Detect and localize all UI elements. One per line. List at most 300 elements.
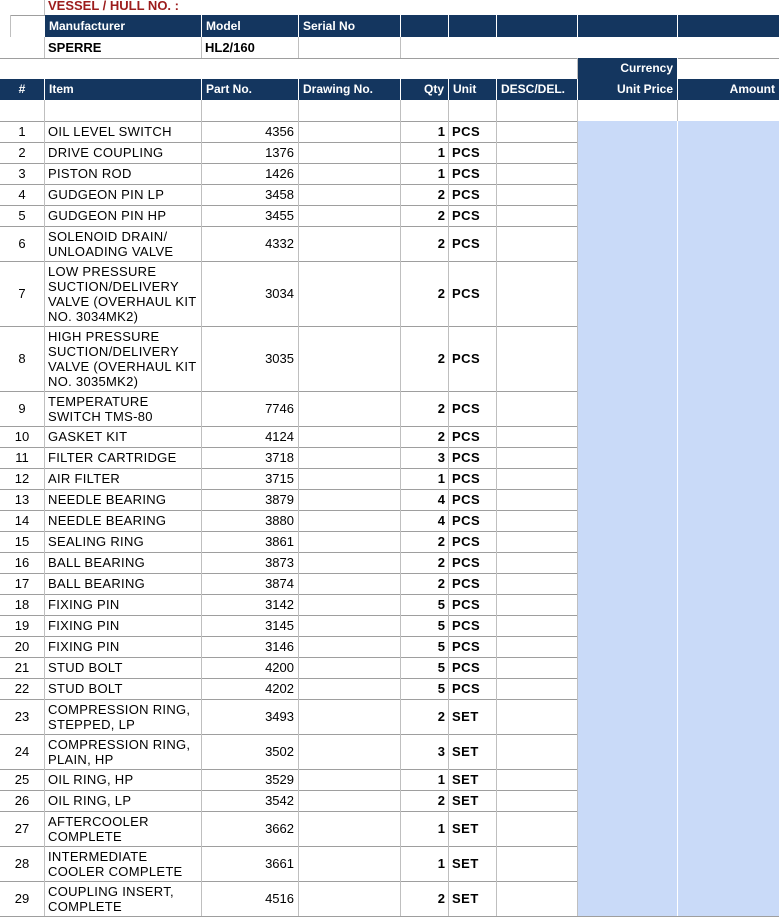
item-description: GUDGEON PIN HP xyxy=(45,205,202,226)
quantity: 1 xyxy=(401,468,449,489)
table-row xyxy=(0,391,779,427)
drawing-number[interactable] xyxy=(299,734,401,769)
table-row xyxy=(0,468,779,490)
unit: PCS xyxy=(449,142,497,163)
unit: SET xyxy=(449,811,497,846)
col-unit: Unit xyxy=(449,79,497,100)
desc-del-cell[interactable] xyxy=(497,657,578,678)
part-number: 3458 xyxy=(202,184,299,205)
drawing-number[interactable] xyxy=(299,811,401,846)
unit-price-cell[interactable] xyxy=(578,657,678,678)
table-row xyxy=(0,573,779,595)
desc-del-cell[interactable] xyxy=(497,531,578,552)
amount-cell[interactable] xyxy=(678,531,779,552)
item-description: FIXING PIN xyxy=(45,594,202,615)
item-description: STUD BOLT xyxy=(45,657,202,678)
quantity: 2 xyxy=(401,426,449,447)
desc-del-cell[interactable] xyxy=(497,391,578,426)
unit: PCS xyxy=(449,615,497,636)
part-number: 3879 xyxy=(202,489,299,510)
unit-price-cell[interactable] xyxy=(578,142,678,163)
item-description: INTERMEDIATE COOLER COMPLETE xyxy=(45,846,202,881)
drawing-number[interactable] xyxy=(299,391,401,426)
unit-price-cell[interactable] xyxy=(578,531,678,552)
unit-price-cell[interactable] xyxy=(578,811,678,846)
item-description: FIXING PIN xyxy=(45,615,202,636)
desc-del-cell[interactable] xyxy=(497,678,578,699)
quantity: 1 xyxy=(401,142,449,163)
row-number: 8 xyxy=(0,326,45,391)
drawing-number[interactable] xyxy=(299,121,401,142)
unit-price-cell[interactable] xyxy=(578,468,678,489)
drawing-number[interactable] xyxy=(299,881,401,916)
part-number: 3502 xyxy=(202,734,299,769)
unit: PCS xyxy=(449,163,497,184)
quantity: 2 xyxy=(401,205,449,226)
unit-price-cell[interactable] xyxy=(578,163,678,184)
quantity: 2 xyxy=(401,261,449,326)
table-row xyxy=(0,142,779,164)
drawing-number[interactable] xyxy=(299,636,401,657)
part-number: 4124 xyxy=(202,426,299,447)
col-num: # xyxy=(0,79,45,100)
table-row xyxy=(0,678,779,700)
unit: PCS xyxy=(449,678,497,699)
item-description: OIL LEVEL SWITCH xyxy=(45,121,202,142)
unit-price-cell[interactable] xyxy=(578,447,678,468)
amount-cell[interactable] xyxy=(678,468,779,489)
row-number: 27 xyxy=(0,811,45,846)
item-description: SOLENOID DRAIN/ UNLOADING VALVE xyxy=(45,226,202,261)
unit-price-cell[interactable] xyxy=(578,326,678,391)
unit: PCS xyxy=(449,226,497,261)
table-row xyxy=(0,594,779,616)
amount-cell[interactable] xyxy=(678,510,779,531)
desc-del-cell[interactable] xyxy=(497,447,578,468)
part-number: 3455 xyxy=(202,205,299,226)
drawing-number[interactable] xyxy=(299,261,401,326)
row-number: 6 xyxy=(0,226,45,261)
item-description: SEALING RING xyxy=(45,531,202,552)
quantity: 5 xyxy=(401,657,449,678)
unit: SET xyxy=(449,846,497,881)
amount-cell[interactable] xyxy=(678,142,779,163)
item-description: STUD BOLT xyxy=(45,678,202,699)
table-row xyxy=(0,121,779,143)
quantity: 4 xyxy=(401,510,449,531)
row-number: 3 xyxy=(0,163,45,184)
desc-del-cell[interactable] xyxy=(497,699,578,734)
quantity: 1 xyxy=(401,846,449,881)
quantity: 4 xyxy=(401,489,449,510)
row-number: 20 xyxy=(0,636,45,657)
amount-cell[interactable] xyxy=(678,881,779,916)
drawing-number[interactable] xyxy=(299,205,401,226)
drawing-number[interactable] xyxy=(299,678,401,699)
quantity: 1 xyxy=(401,769,449,790)
col-unit-price: Unit Price xyxy=(578,79,678,100)
quantity: 2 xyxy=(401,552,449,573)
part-number: 7746 xyxy=(202,391,299,426)
amount-cell[interactable] xyxy=(678,121,779,142)
amount-cell[interactable] xyxy=(678,426,779,447)
table-row xyxy=(0,790,779,812)
desc-del-cell[interactable] xyxy=(497,594,578,615)
table-row xyxy=(0,226,779,262)
unit-price-cell[interactable] xyxy=(578,184,678,205)
table-row xyxy=(0,447,779,469)
drawing-number[interactable] xyxy=(299,615,401,636)
part-number: 3142 xyxy=(202,594,299,615)
unit: PCS xyxy=(449,426,497,447)
unit-price-cell[interactable] xyxy=(578,881,678,916)
amount-cell[interactable] xyxy=(678,811,779,846)
desc-del-cell[interactable] xyxy=(497,261,578,326)
unit-price-cell[interactable] xyxy=(578,391,678,426)
amount-cell[interactable] xyxy=(678,636,779,657)
unit: PCS xyxy=(449,205,497,226)
unit: PCS xyxy=(449,573,497,594)
amount-cell[interactable] xyxy=(678,657,779,678)
table-row xyxy=(0,426,779,448)
drawing-number[interactable] xyxy=(299,142,401,163)
table-row xyxy=(0,531,779,553)
desc-del-cell[interactable] xyxy=(497,734,578,769)
part-number: 3145 xyxy=(202,615,299,636)
unit: PCS xyxy=(449,391,497,426)
drawing-number[interactable] xyxy=(299,699,401,734)
drawing-number[interactable] xyxy=(299,510,401,531)
amount-cell[interactable] xyxy=(678,734,779,769)
drawing-number[interactable] xyxy=(299,769,401,790)
unit-price-cell[interactable] xyxy=(578,769,678,790)
part-number: 3874 xyxy=(202,573,299,594)
desc-del-cell[interactable] xyxy=(497,205,578,226)
table-row xyxy=(0,510,779,532)
unit: PCS xyxy=(449,326,497,391)
col-item: Item xyxy=(45,79,202,100)
table-row xyxy=(0,163,779,185)
amount-cell[interactable] xyxy=(678,226,779,261)
quantity: 2 xyxy=(401,326,449,391)
desc-del-cell[interactable] xyxy=(497,121,578,142)
desc-del-cell[interactable] xyxy=(497,790,578,811)
amount-cell[interactable] xyxy=(678,163,779,184)
unit-price-cell[interactable] xyxy=(578,121,678,142)
row-number: 13 xyxy=(0,489,45,510)
desc-del-cell[interactable] xyxy=(497,184,578,205)
table-row xyxy=(0,734,779,770)
drawing-number[interactable] xyxy=(299,573,401,594)
part-number: 3718 xyxy=(202,447,299,468)
vessel-row xyxy=(0,0,779,16)
row-number: 29 xyxy=(0,881,45,916)
item-description: DRIVE COUPLING xyxy=(45,142,202,163)
unit-price-cell[interactable] xyxy=(578,261,678,326)
desc-del-cell[interactable] xyxy=(497,573,578,594)
unit: SET xyxy=(449,790,497,811)
item-description: PISTON ROD xyxy=(45,163,202,184)
part-number: 1426 xyxy=(202,163,299,184)
model-value[interactable]: HL2/160 xyxy=(202,37,299,58)
meta-header-row xyxy=(0,15,779,37)
row-number: 23 xyxy=(0,699,45,734)
desc-del-cell[interactable] xyxy=(497,326,578,391)
row-number: 2 xyxy=(0,142,45,163)
item-description: OIL RING, HP xyxy=(45,769,202,790)
unit: SET xyxy=(449,769,497,790)
unit-price-cell[interactable] xyxy=(578,734,678,769)
table-row xyxy=(0,326,779,392)
unit: PCS xyxy=(449,552,497,573)
item-description: GASKET KIT xyxy=(45,426,202,447)
table-row xyxy=(0,846,779,882)
item-description: AFTERCOOLER COMPLETE xyxy=(45,811,202,846)
unit-price-cell[interactable] xyxy=(578,699,678,734)
model-header: Model xyxy=(202,15,299,37)
drawing-number[interactable] xyxy=(299,552,401,573)
unit: PCS xyxy=(449,468,497,489)
quantity: 5 xyxy=(401,636,449,657)
drawing-number[interactable] xyxy=(299,468,401,489)
quantity: 2 xyxy=(401,531,449,552)
unit: SET xyxy=(449,699,497,734)
part-number: 3529 xyxy=(202,769,299,790)
unit-price-cell[interactable] xyxy=(578,594,678,615)
item-description: FILTER CARTRIDGE xyxy=(45,447,202,468)
table-row xyxy=(0,657,779,679)
unit: PCS xyxy=(449,184,497,205)
amount-cell[interactable] xyxy=(678,447,779,468)
desc-del-cell[interactable] xyxy=(497,846,578,881)
unit: SET xyxy=(449,734,497,769)
unit-price-cell[interactable] xyxy=(578,552,678,573)
unit: PCS xyxy=(449,447,497,468)
desc-del-cell[interactable] xyxy=(497,489,578,510)
table-row xyxy=(0,699,779,735)
quantity: 2 xyxy=(401,184,449,205)
part-number: 1376 xyxy=(202,142,299,163)
col-drawing-no: Drawing No. xyxy=(299,79,401,100)
currency-row xyxy=(0,58,779,80)
table-row xyxy=(0,881,779,917)
column-header-row xyxy=(0,79,779,100)
desc-del-cell[interactable] xyxy=(497,426,578,447)
col-desc-del: DESC/DEL. xyxy=(497,79,578,100)
table-row xyxy=(0,489,779,511)
table-row xyxy=(0,261,779,327)
table-row xyxy=(0,205,779,227)
part-number: 3861 xyxy=(202,531,299,552)
quantity: 3 xyxy=(401,447,449,468)
row-number: 11 xyxy=(0,447,45,468)
item-description: HIGH PRESSURE SUCTION/DELIVERY VALVE (OVERHAUL KIT NO. 3035MK2) xyxy=(45,326,202,391)
unit: PCS xyxy=(449,121,497,142)
amount-cell[interactable] xyxy=(678,326,779,391)
amount-cell[interactable] xyxy=(678,846,779,881)
quantity: 2 xyxy=(401,790,449,811)
unit: PCS xyxy=(449,594,497,615)
unit-price-cell[interactable] xyxy=(578,573,678,594)
amount-cell[interactable] xyxy=(678,184,779,205)
amount-cell[interactable] xyxy=(678,391,779,426)
part-number: 4200 xyxy=(202,657,299,678)
drawing-number[interactable] xyxy=(299,326,401,391)
amount-cell[interactable] xyxy=(678,615,779,636)
item-description: TEMPERATURE SWITCH TMS-80 xyxy=(45,391,202,426)
unit-price-cell[interactable] xyxy=(578,790,678,811)
quantity: 5 xyxy=(401,594,449,615)
amount-cell[interactable] xyxy=(678,594,779,615)
row-number: 14 xyxy=(0,510,45,531)
item-description: COMPRESSION RING, STEPPED, LP xyxy=(45,699,202,734)
row-number: 22 xyxy=(0,678,45,699)
desc-del-cell[interactable] xyxy=(497,226,578,261)
part-number: 3661 xyxy=(202,846,299,881)
item-description: COUPLING INSERT, COMPLETE xyxy=(45,881,202,916)
row-number: 28 xyxy=(0,846,45,881)
row-number: 16 xyxy=(0,552,45,573)
desc-del-cell[interactable] xyxy=(497,163,578,184)
amount-cell[interactable] xyxy=(678,552,779,573)
quantity: 5 xyxy=(401,678,449,699)
unit-price-cell[interactable] xyxy=(578,615,678,636)
col-amount: Amount xyxy=(678,79,779,100)
row-number: 18 xyxy=(0,594,45,615)
drawing-number[interactable] xyxy=(299,489,401,510)
desc-del-cell[interactable] xyxy=(497,552,578,573)
amount-cell[interactable] xyxy=(678,573,779,594)
unit: PCS xyxy=(449,510,497,531)
item-description: AIR FILTER xyxy=(45,468,202,489)
item-description: FIXING PIN xyxy=(45,636,202,657)
unit-price-cell[interactable] xyxy=(578,226,678,261)
unit-price-cell[interactable] xyxy=(578,510,678,531)
drawing-number[interactable] xyxy=(299,184,401,205)
amount-cell[interactable] xyxy=(678,489,779,510)
part-number: 3034 xyxy=(202,261,299,326)
drawing-number[interactable] xyxy=(299,594,401,615)
row-number: 15 xyxy=(0,531,45,552)
unit: PCS xyxy=(449,657,497,678)
item-description: LOW PRESSURE SUCTION/DELIVERY VALVE (OVERHAUL KIT NO. 3034MK2) xyxy=(45,261,202,326)
col-part-no: Part No. xyxy=(202,79,299,100)
row-number: 19 xyxy=(0,615,45,636)
quantity: 1 xyxy=(401,121,449,142)
row-number: 12 xyxy=(0,468,45,489)
table-row xyxy=(0,184,779,206)
vessel-hull-label: VESSEL / HULL NO. : xyxy=(48,0,179,13)
serial-header: Serial No xyxy=(299,15,401,37)
row-number: 9 xyxy=(0,391,45,426)
desc-del-cell[interactable] xyxy=(497,615,578,636)
item-description: COMPRESSION RING, PLAIN, HP xyxy=(45,734,202,769)
part-number: 3146 xyxy=(202,636,299,657)
drawing-number[interactable] xyxy=(299,846,401,881)
unit-price-cell[interactable] xyxy=(578,426,678,447)
part-number: 3542 xyxy=(202,790,299,811)
unit-price-cell[interactable] xyxy=(578,489,678,510)
unit: PCS xyxy=(449,531,497,552)
item-description: GUDGEON PIN LP xyxy=(45,184,202,205)
quantity: 2 xyxy=(401,391,449,426)
quantity: 2 xyxy=(401,573,449,594)
col-qty: Qty xyxy=(401,79,449,100)
manufacturer-header: Manufacturer xyxy=(45,15,202,37)
item-description: NEEDLE BEARING xyxy=(45,510,202,531)
quantity: 2 xyxy=(401,226,449,261)
drawing-number[interactable] xyxy=(299,447,401,468)
desc-del-cell[interactable] xyxy=(497,881,578,916)
part-number: 3035 xyxy=(202,326,299,391)
unit: PCS xyxy=(449,636,497,657)
quantity: 2 xyxy=(401,881,449,916)
drawing-number[interactable] xyxy=(299,226,401,261)
part-number: 4516 xyxy=(202,881,299,916)
meta-value-row xyxy=(0,37,779,59)
amount-cell[interactable] xyxy=(678,261,779,326)
quantity: 1 xyxy=(401,811,449,846)
part-number: 3873 xyxy=(202,552,299,573)
currency-value[interactable] xyxy=(678,58,779,79)
unit-price-cell[interactable] xyxy=(578,678,678,699)
drawing-number[interactable] xyxy=(299,531,401,552)
unit-price-cell[interactable] xyxy=(578,636,678,657)
row-number: 26 xyxy=(0,790,45,811)
row-number: 17 xyxy=(0,573,45,594)
table-row xyxy=(0,615,779,637)
part-number: 3715 xyxy=(202,468,299,489)
desc-del-cell[interactable] xyxy=(497,769,578,790)
desc-del-cell[interactable] xyxy=(497,142,578,163)
desc-del-cell[interactable] xyxy=(497,468,578,489)
row-number: 1 xyxy=(0,121,45,142)
amount-cell[interactable] xyxy=(678,205,779,226)
serial-value[interactable] xyxy=(299,37,401,58)
amount-cell[interactable] xyxy=(678,790,779,811)
row-number: 24 xyxy=(0,734,45,769)
drawing-number[interactable] xyxy=(299,790,401,811)
quantity: 1 xyxy=(401,163,449,184)
table-row xyxy=(0,769,779,791)
part-number: 4356 xyxy=(202,121,299,142)
manufacturer-value[interactable]: SPERRE xyxy=(45,37,202,58)
table-row xyxy=(0,636,779,658)
drawing-number[interactable] xyxy=(299,657,401,678)
row-number: 5 xyxy=(0,205,45,226)
unit-price-cell[interactable] xyxy=(578,205,678,226)
quantity: 5 xyxy=(401,615,449,636)
item-description: OIL RING, LP xyxy=(45,790,202,811)
row-number: 25 xyxy=(0,769,45,790)
drawing-number[interactable] xyxy=(299,163,401,184)
row-number: 21 xyxy=(0,657,45,678)
drawing-number[interactable] xyxy=(299,426,401,447)
desc-del-cell[interactable] xyxy=(497,510,578,531)
part-number: 3880 xyxy=(202,510,299,531)
desc-del-cell[interactable] xyxy=(497,636,578,657)
part-number: 4202 xyxy=(202,678,299,699)
unit-price-cell[interactable] xyxy=(578,846,678,881)
amount-cell[interactable] xyxy=(678,678,779,699)
unit: SET xyxy=(449,881,497,916)
part-number: 3662 xyxy=(202,811,299,846)
quantity: 2 xyxy=(401,699,449,734)
row-number: 10 xyxy=(0,426,45,447)
amount-cell[interactable] xyxy=(678,769,779,790)
desc-del-cell[interactable] xyxy=(497,811,578,846)
amount-cell[interactable] xyxy=(678,699,779,734)
